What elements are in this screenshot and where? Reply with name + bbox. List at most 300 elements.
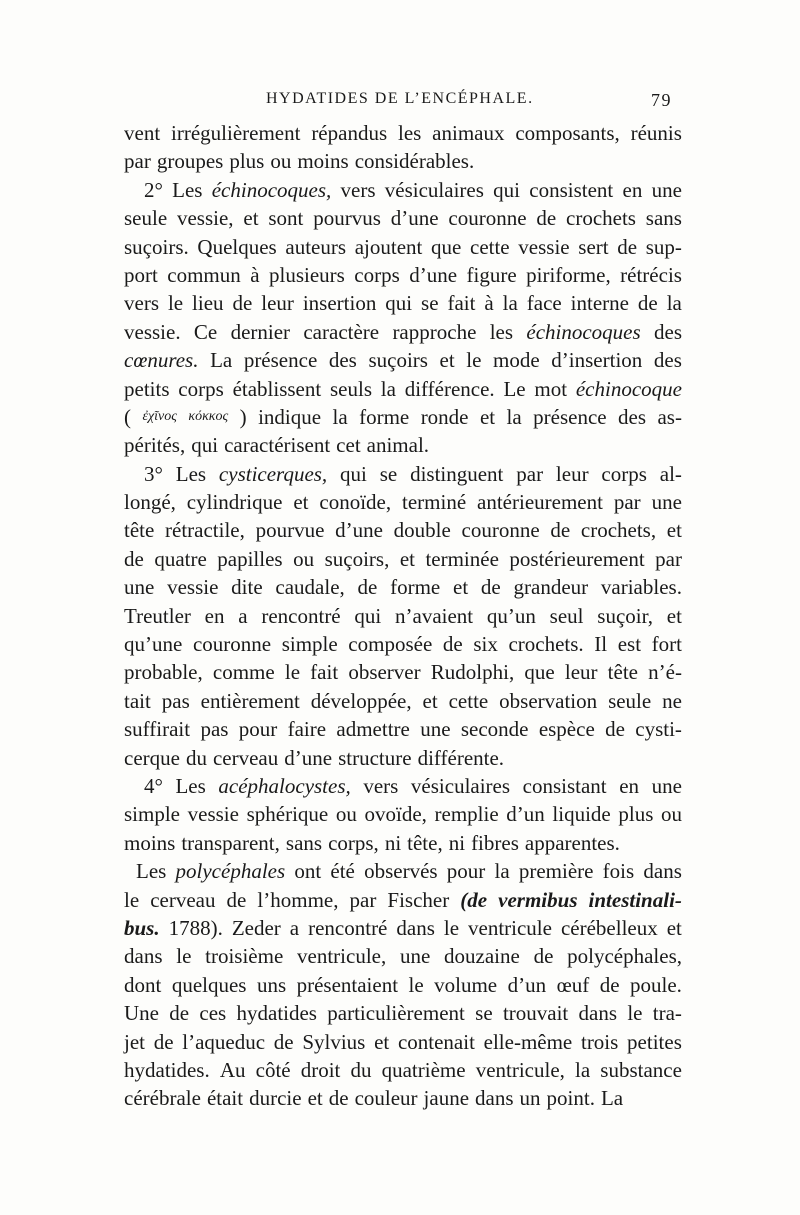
word: qui bbox=[354, 603, 382, 628]
word: corps bbox=[178, 376, 224, 401]
word: rencontré bbox=[261, 603, 341, 628]
word: et bbox=[666, 603, 682, 628]
word: la bbox=[502, 291, 518, 316]
word: corps bbox=[601, 461, 647, 486]
word: interne bbox=[570, 291, 629, 316]
word: la bbox=[332, 404, 348, 429]
word: point. bbox=[546, 1086, 595, 1111]
word: que bbox=[431, 234, 462, 259]
word: qui bbox=[340, 461, 367, 486]
text-line bbox=[124, 460, 682, 488]
word: de bbox=[533, 944, 554, 969]
word: caractérisent bbox=[224, 433, 331, 458]
word: ventricule, bbox=[475, 1057, 565, 1082]
word: la bbox=[666, 291, 682, 316]
word: cœnures. bbox=[124, 348, 199, 373]
word: Les bbox=[175, 461, 207, 486]
word: de bbox=[480, 575, 501, 600]
word: vers bbox=[363, 773, 399, 798]
word: n’é- bbox=[648, 660, 682, 685]
word: al- bbox=[659, 461, 682, 486]
word: une bbox=[399, 944, 431, 969]
word: Au bbox=[219, 1057, 246, 1082]
word: corps, bbox=[328, 830, 379, 855]
word: différence. bbox=[404, 376, 495, 401]
word: La bbox=[600, 1086, 624, 1111]
word: est bbox=[617, 632, 642, 657]
word: admettre bbox=[336, 717, 410, 742]
text-line bbox=[124, 176, 682, 204]
word: 2° bbox=[144, 177, 163, 202]
word: fait bbox=[310, 660, 339, 685]
word: par bbox=[655, 546, 682, 571]
word: été bbox=[330, 859, 355, 884]
word: d’un bbox=[506, 802, 545, 827]
word: du bbox=[185, 745, 207, 770]
word: cylindrique bbox=[186, 490, 283, 515]
word: de bbox=[226, 887, 247, 912]
word: de bbox=[273, 1029, 294, 1054]
word: qui bbox=[385, 291, 413, 316]
word: ces bbox=[199, 1001, 227, 1026]
word: cerveau bbox=[212, 745, 279, 770]
word: vessie, bbox=[176, 206, 234, 231]
word: polycéphales bbox=[175, 859, 286, 884]
word: qui bbox=[493, 177, 520, 202]
word: la bbox=[506, 404, 522, 429]
word: et bbox=[422, 688, 438, 713]
word: que bbox=[524, 660, 555, 685]
word: as- bbox=[657, 404, 682, 429]
word: Il bbox=[594, 632, 608, 657]
word: hydatides. bbox=[124, 1057, 210, 1082]
word: grandeur bbox=[513, 575, 589, 600]
word: droit bbox=[300, 1057, 341, 1082]
word: indique bbox=[258, 404, 322, 429]
word: quatre bbox=[154, 546, 207, 571]
word: structure bbox=[338, 745, 412, 770]
word: ne bbox=[662, 688, 682, 713]
word: entièrement bbox=[200, 688, 300, 713]
word: suçoirs bbox=[368, 348, 428, 373]
word: sans bbox=[285, 830, 323, 855]
word: irrégulièrement bbox=[171, 121, 301, 145]
word: forme bbox=[390, 575, 441, 600]
text-line bbox=[124, 545, 682, 573]
word: mode bbox=[493, 348, 540, 373]
word: transparent, bbox=[181, 830, 280, 855]
word: petits bbox=[124, 376, 170, 401]
text-line bbox=[124, 289, 682, 317]
word: et bbox=[479, 404, 496, 429]
word: en bbox=[619, 773, 640, 798]
text-line bbox=[124, 999, 682, 1027]
word: Les bbox=[136, 859, 167, 884]
word: Les bbox=[175, 773, 206, 798]
word: figure bbox=[466, 262, 517, 287]
word: réunis bbox=[630, 121, 682, 145]
word: à bbox=[250, 262, 260, 287]
word: auteurs bbox=[285, 234, 347, 259]
word: cérébrale bbox=[124, 1086, 201, 1111]
word: contenait bbox=[397, 1029, 475, 1054]
word: a bbox=[289, 915, 300, 940]
word: fort bbox=[651, 632, 682, 657]
word: crochets. bbox=[508, 632, 584, 657]
word: couronne bbox=[192, 632, 272, 657]
text-line bbox=[124, 573, 682, 601]
word: dans bbox=[124, 944, 163, 969]
word: cerque bbox=[124, 745, 180, 770]
word: double bbox=[393, 518, 451, 543]
word: douzaine bbox=[444, 944, 520, 969]
word: cysticerques, bbox=[218, 461, 328, 486]
word: pourvue bbox=[255, 518, 325, 543]
word: ovoïde, bbox=[364, 802, 427, 827]
text-line bbox=[124, 715, 682, 743]
word: groupes bbox=[156, 149, 224, 174]
text-line bbox=[124, 261, 682, 289]
word: ni bbox=[384, 830, 402, 855]
word: une bbox=[124, 575, 155, 600]
word: un bbox=[519, 1086, 541, 1111]
word: papilles bbox=[217, 546, 283, 571]
word: consistant bbox=[522, 773, 607, 798]
word: côté bbox=[255, 1057, 291, 1082]
word: plus bbox=[229, 149, 265, 174]
word: rapproche bbox=[392, 319, 477, 344]
word: rétractile, bbox=[165, 518, 245, 543]
text-line bbox=[124, 772, 682, 800]
word: antérieurement bbox=[477, 490, 603, 515]
word: répandus bbox=[311, 121, 388, 145]
word: postérieurement bbox=[509, 546, 645, 571]
word: se bbox=[475, 1001, 493, 1026]
word: de bbox=[442, 632, 463, 657]
text-line bbox=[124, 204, 682, 232]
word: et bbox=[307, 1086, 323, 1111]
word: animal. bbox=[366, 433, 430, 458]
word: une bbox=[651, 177, 682, 202]
word: ont bbox=[294, 859, 322, 884]
text-line bbox=[124, 829, 682, 857]
word: de bbox=[153, 1029, 174, 1054]
word: vers bbox=[340, 177, 376, 202]
word: substance bbox=[600, 1057, 682, 1082]
word: ventricule bbox=[468, 915, 552, 940]
word: longé, bbox=[124, 490, 176, 515]
word: des bbox=[618, 404, 647, 429]
word: intestinali- bbox=[588, 887, 682, 912]
word: d’une bbox=[284, 745, 333, 770]
word: de bbox=[357, 575, 378, 600]
body-text bbox=[124, 119, 682, 1113]
word: dans bbox=[643, 859, 682, 884]
word: volume bbox=[434, 972, 498, 997]
word: Rudolphi, bbox=[430, 660, 515, 685]
word: Zeder bbox=[231, 915, 281, 940]
word: tête bbox=[124, 518, 155, 543]
word: vésiculaires bbox=[384, 177, 484, 202]
word: le bbox=[167, 291, 184, 316]
word: vessie bbox=[518, 234, 570, 259]
word: tête bbox=[607, 660, 638, 685]
word: des bbox=[328, 348, 357, 373]
word: crochets, bbox=[580, 518, 657, 543]
word: leur bbox=[261, 291, 294, 316]
word: par bbox=[349, 887, 377, 912]
word: rencontré bbox=[308, 915, 388, 940]
word: piriforme, bbox=[526, 262, 611, 287]
word: acéphalocystes, bbox=[218, 773, 351, 798]
word: composée bbox=[348, 632, 433, 657]
word: port bbox=[124, 262, 158, 287]
word: insertion bbox=[302, 291, 377, 316]
text-line bbox=[124, 942, 682, 970]
word: la bbox=[494, 859, 510, 884]
word: cette bbox=[470, 234, 510, 259]
word: fibres bbox=[471, 830, 519, 855]
word: d’insertion bbox=[551, 348, 643, 373]
word: de bbox=[637, 291, 658, 316]
word: faire bbox=[287, 717, 327, 742]
word: commun bbox=[167, 262, 241, 287]
word: mot bbox=[534, 376, 568, 401]
word: plusieurs bbox=[269, 262, 345, 287]
word: composants, bbox=[515, 121, 620, 145]
word: différente. bbox=[417, 745, 505, 770]
word: tête, bbox=[407, 830, 443, 855]
word: observés bbox=[364, 859, 438, 884]
word: n’avaient bbox=[395, 603, 474, 628]
word: caractère bbox=[303, 319, 380, 344]
word: hydatides bbox=[236, 1001, 317, 1026]
word: le bbox=[284, 660, 301, 685]
text-line bbox=[124, 233, 682, 261]
word: poule. bbox=[630, 972, 682, 997]
page-number: 79 bbox=[651, 90, 672, 110]
word: pérités, bbox=[124, 433, 186, 458]
word: première bbox=[518, 859, 594, 884]
word: présence bbox=[243, 348, 318, 373]
word: Une bbox=[124, 1001, 159, 1026]
word: ou bbox=[661, 802, 682, 827]
word: par bbox=[613, 490, 641, 515]
text-line bbox=[124, 346, 682, 374]
word: et bbox=[293, 490, 309, 515]
word: leur bbox=[564, 660, 598, 685]
word: de bbox=[232, 291, 253, 316]
word: vermibus bbox=[498, 887, 578, 912]
word: était bbox=[206, 1086, 244, 1111]
word: échinocoques bbox=[526, 319, 641, 344]
word: dans bbox=[578, 1001, 618, 1026]
word: échinocoques, bbox=[211, 177, 332, 202]
word: ronde bbox=[420, 404, 469, 429]
word: dans bbox=[475, 1086, 514, 1111]
word: quatrième bbox=[381, 1057, 466, 1082]
word: (de bbox=[460, 887, 488, 912]
word: seuls bbox=[330, 376, 372, 401]
word: d’une bbox=[390, 206, 439, 231]
word: ni bbox=[448, 830, 466, 855]
word: de bbox=[605, 717, 625, 742]
word: de bbox=[124, 546, 144, 571]
word: suçoirs, bbox=[324, 546, 390, 571]
word: ajoutent bbox=[354, 234, 423, 259]
word: plus bbox=[618, 802, 654, 827]
word: par bbox=[124, 149, 151, 174]
text-line bbox=[124, 857, 682, 885]
word: 3° bbox=[144, 461, 163, 486]
word: une bbox=[651, 773, 682, 798]
text-line bbox=[124, 914, 682, 942]
word: de bbox=[169, 1001, 190, 1026]
word: ou bbox=[293, 546, 315, 571]
word: Les bbox=[172, 177, 203, 202]
word: La bbox=[210, 348, 233, 373]
word: ( bbox=[124, 404, 131, 429]
word: trois bbox=[580, 1029, 619, 1054]
word: se bbox=[421, 291, 439, 316]
word: présentaient bbox=[296, 972, 399, 997]
word: le bbox=[466, 348, 482, 373]
word: terminé bbox=[402, 490, 467, 515]
text-line bbox=[124, 687, 682, 715]
word: terminée bbox=[425, 546, 499, 571]
word: de bbox=[328, 1086, 349, 1111]
word: polycéphales, bbox=[567, 944, 682, 969]
word: pas bbox=[200, 717, 229, 742]
word: caudale, bbox=[275, 575, 345, 600]
word: ou bbox=[335, 802, 357, 827]
word: seule bbox=[124, 206, 168, 231]
word: troisième bbox=[205, 944, 284, 969]
word: du bbox=[350, 1057, 372, 1082]
word: jet bbox=[124, 1029, 145, 1054]
word: liquide bbox=[552, 802, 611, 827]
word: fois bbox=[602, 859, 635, 884]
word: sont bbox=[268, 206, 304, 231]
word: le bbox=[627, 1001, 643, 1026]
word: vers bbox=[124, 291, 159, 316]
word: six bbox=[473, 632, 498, 657]
text-line bbox=[124, 744, 682, 772]
word: dont bbox=[124, 972, 162, 997]
word: par bbox=[516, 461, 544, 486]
word: distinguent bbox=[410, 461, 504, 486]
text-line bbox=[124, 516, 682, 544]
word: dernier bbox=[230, 319, 291, 344]
word: seul bbox=[549, 603, 584, 628]
word: suçoir, bbox=[597, 603, 653, 628]
word: couronne bbox=[461, 518, 540, 543]
word: et bbox=[453, 575, 469, 600]
word: vessie bbox=[167, 575, 219, 600]
word: espèce bbox=[538, 717, 595, 742]
word: Treutler bbox=[124, 603, 191, 628]
word: la bbox=[575, 1057, 591, 1082]
text-line bbox=[124, 886, 682, 914]
word: sphérique bbox=[246, 802, 329, 827]
word: leur bbox=[555, 461, 589, 486]
word: vessie. bbox=[124, 319, 181, 344]
text-line bbox=[124, 431, 682, 459]
word: seule bbox=[608, 688, 652, 713]
word: à bbox=[484, 291, 494, 316]
word: la bbox=[380, 376, 396, 401]
word: et bbox=[666, 915, 682, 940]
word: tait bbox=[124, 688, 151, 713]
word: considérables. bbox=[354, 149, 475, 174]
word: cérébelleux bbox=[560, 915, 658, 940]
word: probable, bbox=[124, 660, 203, 685]
word: sert bbox=[578, 234, 609, 259]
word: consistent bbox=[529, 177, 614, 202]
word: de bbox=[536, 206, 557, 231]
word: se bbox=[379, 461, 398, 486]
word: suffirait bbox=[124, 717, 191, 742]
word: corps bbox=[354, 262, 400, 287]
word: durcie bbox=[249, 1086, 302, 1111]
word: des bbox=[654, 319, 682, 344]
word: bus. bbox=[124, 915, 160, 940]
word: ou bbox=[270, 149, 292, 174]
word: de bbox=[550, 518, 571, 543]
word: d’une bbox=[409, 262, 458, 287]
word: elle-même bbox=[483, 1029, 573, 1054]
word: le bbox=[124, 887, 140, 912]
word: pas bbox=[161, 688, 190, 713]
text-line bbox=[124, 1028, 682, 1056]
word: en bbox=[622, 177, 643, 202]
word: moins bbox=[124, 830, 176, 855]
word: et bbox=[374, 1029, 390, 1054]
word: et bbox=[399, 546, 415, 571]
word: qu’un bbox=[486, 603, 536, 628]
word: pourvus bbox=[313, 206, 381, 231]
word: l’aqueduc bbox=[182, 1029, 266, 1054]
word: lieu bbox=[192, 291, 224, 316]
word: fait bbox=[447, 291, 476, 316]
word: cet bbox=[336, 433, 361, 458]
word: de bbox=[617, 234, 638, 259]
word: 4° bbox=[144, 773, 163, 798]
word: cysti- bbox=[635, 717, 682, 742]
word: simple bbox=[281, 632, 338, 657]
word: en bbox=[204, 603, 225, 628]
word: pour bbox=[238, 717, 278, 742]
text-line bbox=[124, 630, 682, 658]
page-header bbox=[124, 90, 680, 116]
word: le bbox=[176, 944, 192, 969]
word: trouvait bbox=[502, 1001, 569, 1026]
word: conoïde, bbox=[319, 490, 392, 515]
word: observation bbox=[499, 688, 598, 713]
word: développée, bbox=[310, 688, 412, 713]
word: observer bbox=[348, 660, 421, 685]
word: œuf bbox=[556, 972, 590, 997]
word: Ce bbox=[193, 319, 218, 344]
word: couronne bbox=[448, 206, 527, 231]
word: Le bbox=[503, 376, 526, 401]
word: une bbox=[651, 490, 682, 515]
word: dite bbox=[231, 575, 263, 600]
word: simple bbox=[124, 802, 180, 827]
text-line bbox=[124, 488, 682, 516]
word: de bbox=[599, 972, 620, 997]
text-line bbox=[124, 1084, 682, 1112]
